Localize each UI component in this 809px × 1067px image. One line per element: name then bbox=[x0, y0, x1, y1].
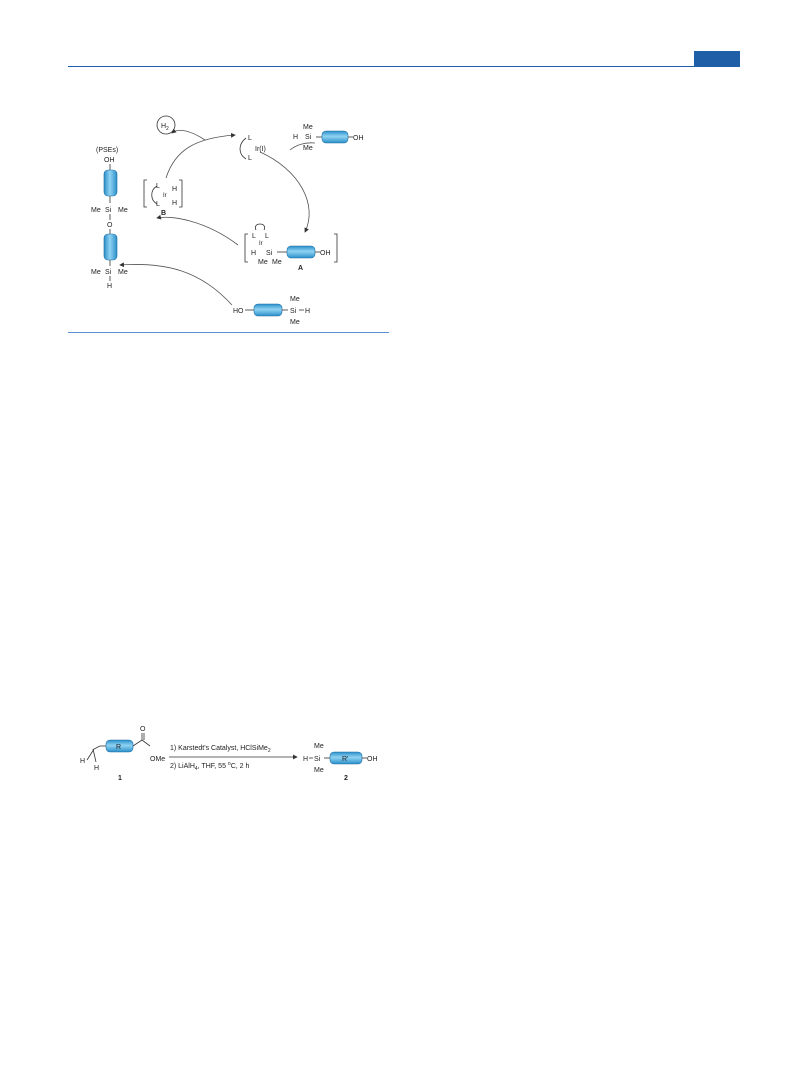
product-h: H bbox=[303, 756, 309, 763]
product-oh: OH bbox=[367, 756, 378, 763]
synthesis-scheme bbox=[80, 726, 378, 782]
b-hydride-bottom: H bbox=[172, 200, 178, 207]
ir1-ligand-top: L bbox=[248, 135, 252, 142]
ir1-label: Ir(I) bbox=[255, 146, 266, 153]
h2-subscript: 2 bbox=[166, 126, 169, 132]
bottom-h: H bbox=[305, 308, 311, 315]
a-ligand-left: L bbox=[252, 233, 256, 240]
silanol-reagent bbox=[293, 124, 364, 152]
pse-cylinder-top bbox=[104, 170, 117, 196]
compound-2-label: 2 bbox=[344, 775, 348, 782]
pse-terminal-h: H bbox=[107, 283, 113, 290]
reagent-oh: OH bbox=[353, 135, 364, 142]
product-arrow bbox=[120, 264, 232, 305]
cycle-arrow-top bbox=[166, 135, 235, 178]
pse-si-2: Si bbox=[105, 269, 112, 276]
pse-me-left-2: Me bbox=[91, 269, 101, 276]
r-label: R bbox=[116, 744, 122, 751]
product-si: Si bbox=[314, 756, 321, 763]
a-cylinder bbox=[287, 246, 315, 258]
vinyl-h-left: H bbox=[80, 758, 86, 765]
h2-label: H bbox=[161, 123, 167, 130]
cycle-arrow-left bbox=[157, 217, 238, 245]
pse-top-oh: OH bbox=[104, 157, 115, 164]
b-ligand-top: L bbox=[156, 183, 160, 190]
a-me-right: Me bbox=[272, 259, 282, 266]
ester-ome: OMe bbox=[150, 756, 166, 763]
h2-release-arrow bbox=[172, 130, 205, 140]
bottom-ho: HO bbox=[233, 308, 244, 315]
a-si: Si bbox=[266, 250, 273, 257]
reagent-si: Si bbox=[305, 134, 312, 141]
pse-label: (PSEs) bbox=[96, 147, 119, 154]
cycle-arrow-right bbox=[260, 152, 309, 232]
label-a: A bbox=[298, 265, 304, 272]
reagent-me-bottom: Me bbox=[303, 145, 313, 152]
step2-text: 2) LiAlH$_4$, THF, 55 $^o$C, 2 h bbox=[170, 761, 250, 772]
bottom-si: Si bbox=[290, 308, 297, 315]
vinyl-h-bottom: H bbox=[94, 765, 100, 772]
label-b: B bbox=[161, 210, 167, 217]
b-ligand-bottom: L bbox=[156, 201, 160, 208]
reagent-h: H bbox=[293, 134, 299, 141]
reagent-me-top: Me bbox=[303, 124, 313, 131]
pse-me-right-2: Me bbox=[118, 269, 128, 276]
catalytic-cycle-figure bbox=[91, 116, 364, 326]
figure-bottom-rule bbox=[68, 332, 389, 333]
ester-carbonyl-o: O bbox=[140, 726, 146, 733]
product-me-bottom: Me bbox=[314, 767, 324, 774]
step1-text: 1) Karstedt's Catalyst, HClSiMe$_2$ bbox=[170, 745, 271, 754]
bottom-me-top: Me bbox=[290, 296, 300, 303]
a-ir: Ir bbox=[259, 241, 263, 247]
r-prime-label: R' bbox=[342, 756, 349, 763]
pse-si-1: Si bbox=[105, 207, 112, 214]
b-ir: Ir bbox=[163, 193, 167, 199]
bottom-me-bottom: Me bbox=[290, 319, 300, 326]
intermediate-a bbox=[245, 224, 337, 272]
a-oh: OH bbox=[320, 250, 331, 257]
a-hydride: H bbox=[251, 250, 257, 257]
product-me-top: Me bbox=[314, 743, 324, 750]
ir1-ligand-bottom: L bbox=[248, 155, 252, 162]
compound-1-label: 1 bbox=[118, 775, 122, 782]
pse-me-right-1: Me bbox=[118, 207, 128, 214]
pse-oxygen: O bbox=[107, 222, 113, 229]
silanol-reagent-bottom bbox=[233, 296, 310, 326]
pse-cylinder-bottom bbox=[104, 234, 117, 260]
a-ligand-right: L bbox=[265, 233, 269, 240]
intermediate-b bbox=[144, 180, 182, 217]
bottom-cylinder bbox=[254, 304, 282, 316]
reagent-cylinder bbox=[322, 131, 348, 143]
iridium-catalyst bbox=[240, 135, 266, 162]
b-hydride-top: H bbox=[172, 186, 178, 193]
pse-me-left-1: Me bbox=[91, 207, 101, 214]
a-me-left: Me bbox=[258, 259, 268, 266]
